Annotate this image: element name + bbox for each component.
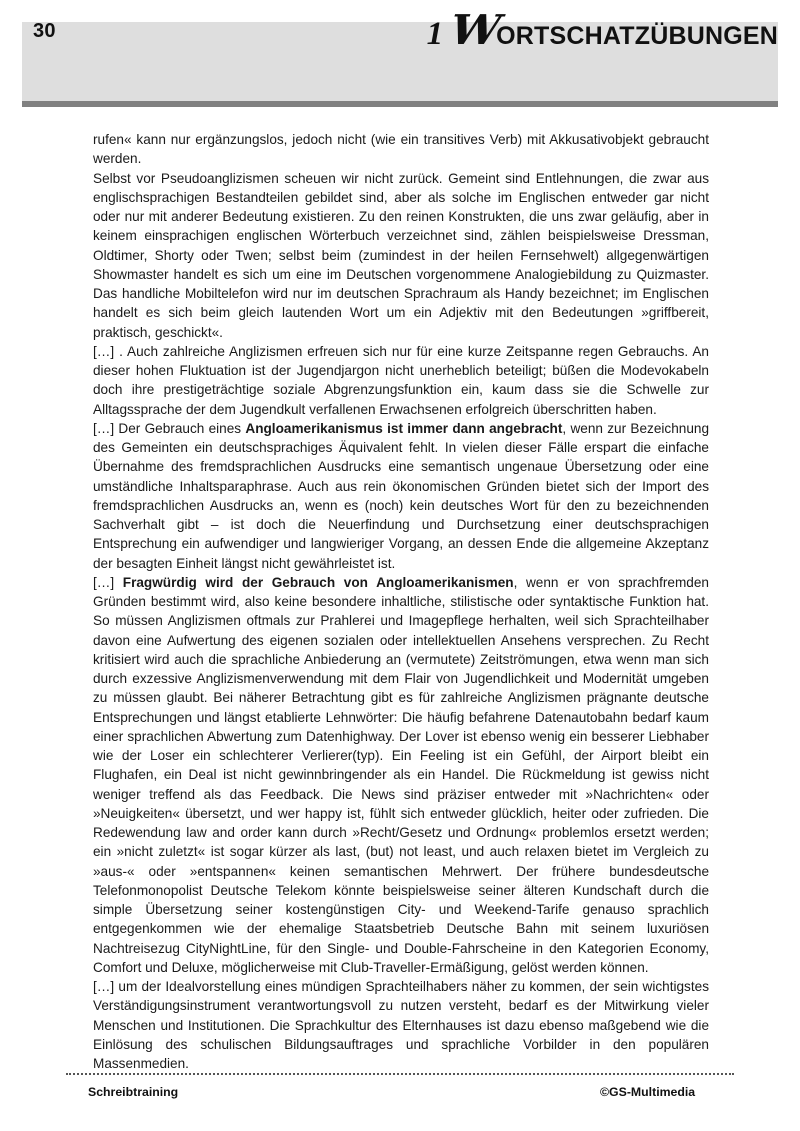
emphasis-text: Angloamerikanismus ist immer dann angebracht — [245, 420, 563, 436]
header-rule — [22, 101, 778, 107]
body-run: rufen« kann nur ergänzungslos, jedoch nicht (wie ein transitives Verb) mit Akkusativobjekt gebraucht werden. — [93, 132, 709, 167]
body-paragraph — [93, 130, 709, 169]
body-run: , wenn er von sprachfremden Gründen bestimmt wird, also keine besondere inhaltliche, stilistische oder syntaktische Funktion hat. So müssen Anglizismen oftmals zur Prahlerei und Imagepflege herhalten, weil sich Sprachteilhaber davon eine Aufwertung des eigenen sozialen oder intellektuellen Ansehens versprechen. Zu Recht kritisiert wird auch die sprachliche Anbiederung an (vermutete) Zeitströmungen, etwa wenn man sich durch exzessive Anglizismenverwendung mit dem Flair von Jugendlichkeit und Modernität umgeben zu müssen glaubt. Bei näherer Betrachtung gibt es für zahlreiche Anglizismen prägnante deutsche Entsprechungen und längst etablierte Lehnwörter: Die häufig befahrene Datenautobahn bedarf kaum einer sprachlichen Abwertung zum Datenhighway. Der Lover ist ebenso wenig ein besserer Liebhaber wie der Loser ein schlechterer Verlierer(typ). Ein Feeling ist ein Gefühl, der Airport bleibt ein Flughafen, ein Deal ist nicht gewinnbringender als ein Handel. Die Rückmeldung ist gewiss nicht weniger treffend als das Feedback. Die News sind präziser entweder mit »Nachrichten« oder »Neuigkeiten« übersetzt, und wer happy ist, fühlt sich entweder glücklich, heiter oder zufrieden. Die Redewendung law and order kann durch »Recht/Gesetz und Ordnung« problemlos ersetzt werden; ein »nicht zuletzt« ist sogar kürzer als last, (but) not least, und auch relaxen bietet im Vergleich zu »aus-« oder »entspannen« keinen semantischen Mehrwert. Der frühere bundesdeutsche Telefonmonopolist Deutsche Telekom könnte beispielsweise seiner älteren Kundschaft durch die simple Übersetzung seiner kostengünstigen City- und Weekend-Tarife genauso sprachlich entgegenkommen wie der ehemalige Staatsbetrieb Deutsche Bahn mit seinem luxuriösen Nachtreisezug CityNightLine, für den Single- und Double-Fahrscheine in den Kategorien Economy, Comfort und Deluxe, möglicherweise mit Club-Traveller-Ermäßigung, gelöst werden können. — [93, 574, 709, 975]
title-remainder: ORTSCHATZÜBUNGEN — [496, 22, 778, 50]
body-run: […] . Auch zahlreiche Anglizismen erfreuen sich nur für eine kurze Zeitspanne regen Gebrauchs. An dieser hohen Fluktuation ist der Jugendjargon nicht unerheblich beteiligt; büßen die Modevokabeln doch ihre prestigeträchtige soziale Abgrenzungsfunktion ein, kaum dass sie die Schwelle zur Alltagssprache der dem Jugendkult verfallenen Erwachsenen erfolgreich überschritten haben. — [93, 343, 709, 417]
footer-separator — [66, 1073, 734, 1075]
body-text — [93, 130, 709, 1073]
body-run: […] um der Idealvorstellung eines mündigen Sprachteilhabers näher zu kommen, der sein wichtigstes Verständigungsinstrument verantwortungsvoll zu nutzen versteht, bedarf es der Mitwirkung vieler Menschen und Institutionen. Die Sprachkultur des Elternhauses ist dazu ebenso maßgebend wie die Einlösung des schulischen Bildungsauftrages und sprachliche Vorbilder in den populären Massenmedien. — [93, 979, 709, 1071]
body-paragraph — [93, 169, 709, 342]
footer-right-label: ©GS-Multimedia — [600, 1085, 696, 1099]
body-paragraph — [93, 573, 709, 977]
body-run: Selbst vor Pseudoanglizismen scheuen wir nicht zurück. Gemeint sind Entlehnungen, die zwar aus englischsprachigen Bestandteilen gebildet sind, aber als solche im Englischen entweder gar nicht oder nur mit anderer Bedeutung existieren. Zu den reinen Konstrukten, die uns zwar geläufig, aber in keinem einsprachigen englischen Wörterbuch verzeichnet sind, zählen beispielsweise Dressman, Oldtimer, Shorty oder Twen; selbst beim (zumindest in der heilen Fernsehwelt) allgegenwärtigen Showmaster handelt es sich um eine im Deutschen vorgenommene Analogiebildung zu Quizmaster. Das handliche Mobiltelefon wird nur im deutschen Sprachraum als Handy bezeichnet; im Englischen handelt es sich beim gleich lautenden Wort um ein Adjektiv mit den Bedeutungen »griffbereit, praktisch, geschickt«. — [93, 170, 709, 340]
body-run: […] — [93, 574, 123, 590]
body-paragraph — [93, 419, 709, 573]
body-paragraph — [93, 977, 709, 1073]
body-paragraph — [93, 342, 709, 419]
page-title — [426, 6, 778, 54]
footer-left-label: Schreibtraining — [88, 1085, 179, 1099]
body-run: , wenn zur Bezeichnung des Gemeinten ein deutschsprachiges Äquivalent fehlt. In vielen dieser Fälle erspart die einfache Übernahme des fremdsprachlichen Ausdrucks eine semantisch ungenaue Übersetzung oder eine umständliche Inhaltsparaphrase. Auch aus rein ökonomischen Gründen bietet sich der Import des fremdsprachlichen Ausdrucks an, wenn es (noch) kein deutsches Wort für den zu bezeichnenden Sachverhalt gibt – ist doch die Neuerfindung und Durchsetzung einer deutschsprachigen Entsprechung ein aufwendiger und langwieriger Vorgang, an dessen Ende die allgemeine Akzeptanz der besagten Einheit längst nicht gewährleistet ist. — [93, 420, 710, 571]
body-run: […] Der Gebrauch eines — [93, 420, 246, 436]
title-initial-letter: W — [448, 6, 504, 54]
chapter-number: 1 — [426, 16, 443, 52]
page-number: 30 — [33, 20, 56, 42]
emphasis-text: Fragwürdig wird der Gebrauch von Angloamerikanismen — [122, 574, 514, 590]
